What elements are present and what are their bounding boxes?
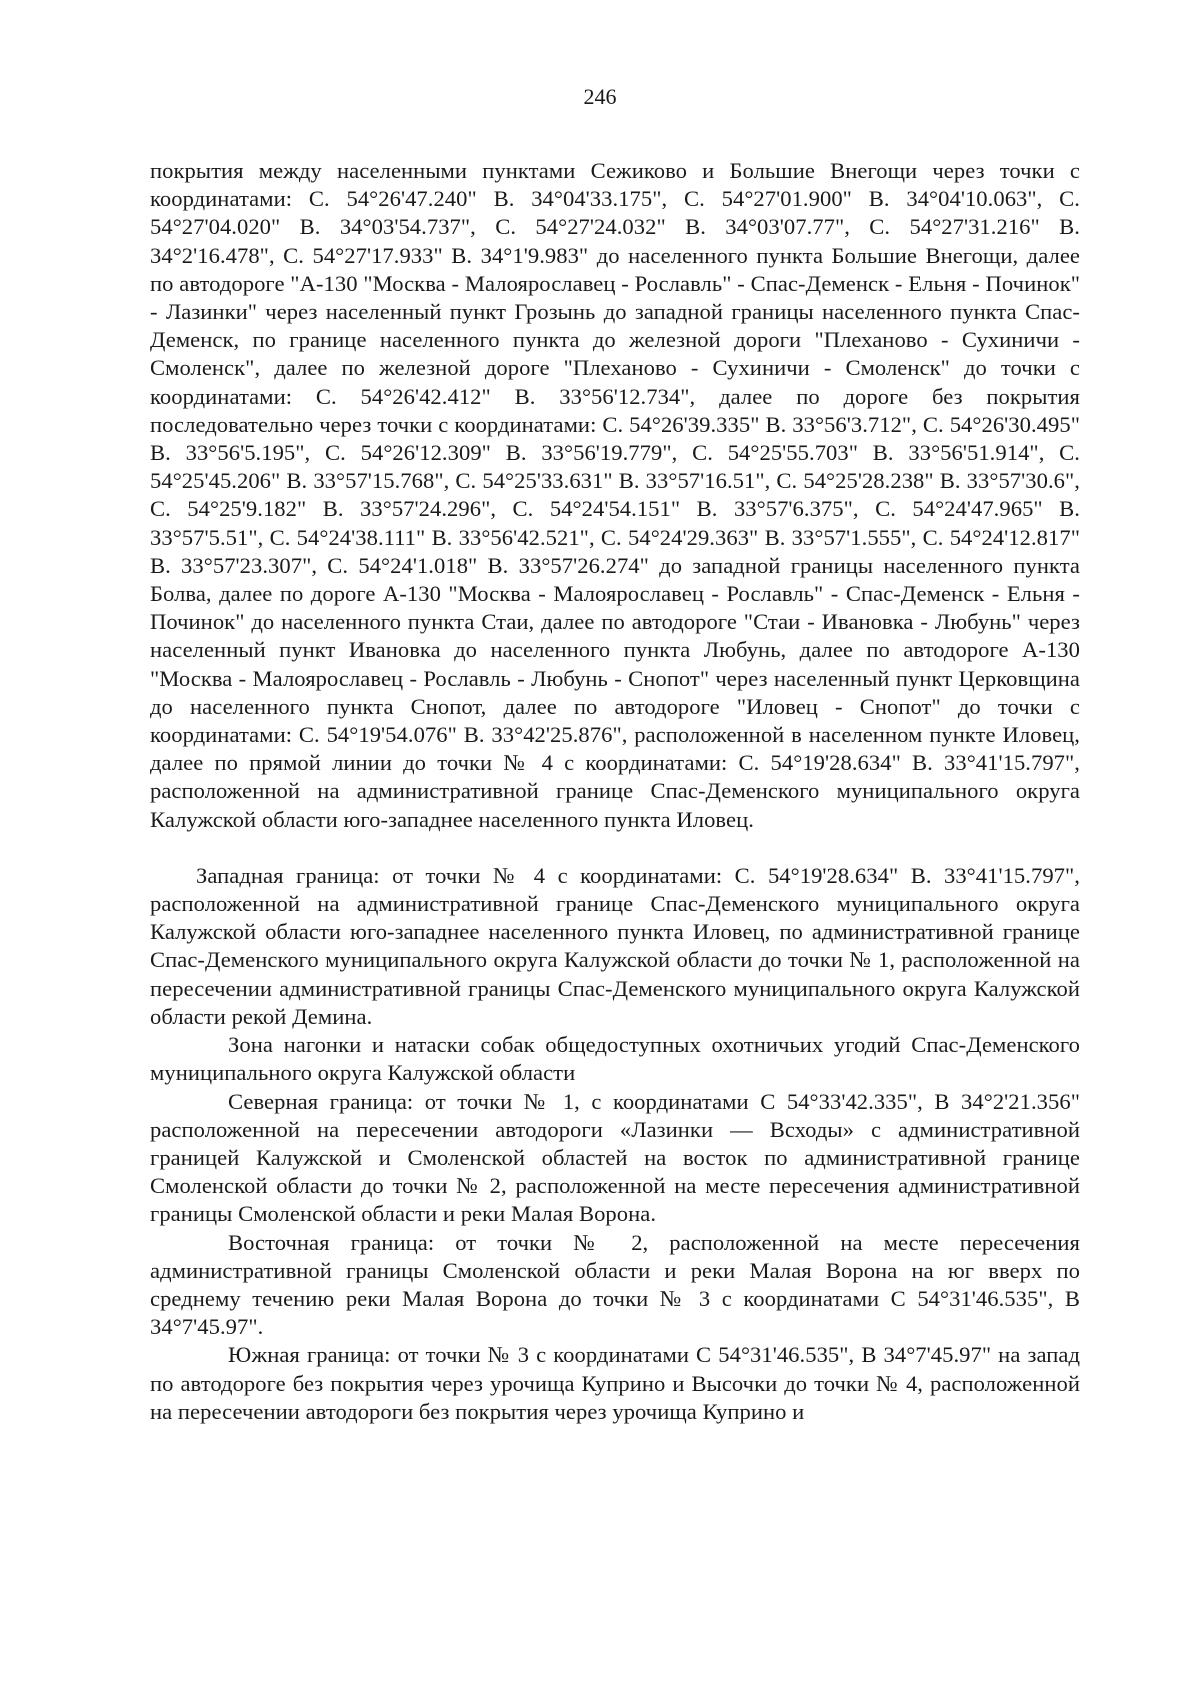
paragraph-northern-boundary: Северная граница: от точки № 1, с координатами С 54°33'42.335", В 34°2'21.356" расположенной на пересечении автодороги «Лазинки — Всходы» с административной границей Калужской и Смоленской областей на восток по административной границе Смоленской области до точки № 2, расположенной на месте пересечения административной границы Смоленской области и реки Малая Ворона. [150, 1088, 1080, 1227]
paragraph-eastern-boundary: Восточная граница: от точки № 2, расположенной на месте пересечения административной границы Смоленской области и реки Малая Ворона на юг вверх по среднему течению реки Малая Ворона до точки № 3 с координатами С 54°31'46.535", В 34°7'45.97". [150, 1229, 1080, 1340]
document-body [150, 157, 1080, 1426]
paragraph-southern-boundary: Южная граница: от точки № 3 с координатами С 54°31'46.535", В 34°7'45.97" на запад по автодороге без покрытия через урочища Куприно и Высочки до точки № 4, расположенной на пересечении автодороги без покрытия через урочища Куприно и [150, 1342, 1080, 1424]
paragraph-eastern-boundary-continuation: покрытия между населенными пунктами Сежиково и Большие Внегощи через точки с координатами: С. 54°26'47.240" В. 34°04'33.175", С. 54°27'01.900" В. 34°04'10.063", С. 54°27'04.020" В. 34°03'54.737", С. 54°27'24.032" В. 34°03'07.77", С. 54°27'31.216" В. 34°2'16.478", С. 54°27'17.933" В. 34°1'9.983" до населенного пункта Большие Внегощи, далее по автодороге "А-130 "Москва - Малоярославец - Рославль" - Спас-Деменск - Ельня - Починок" - Лазинки" через населенный пункт Грозынь до западной границы населенного пункта Спас-Деменск, по границе населенного пункта до железной дороги "Плеханово - Сухиничи - Смоленск", далее по железной дороге "Плеханово - Сухиничи - Смоленск" до точки с координатами: С. 54°26'42.412" В. 33°56'12.734", далее по дороге без покрытия последовательно через точки с координатами: С. 54°26'39.335" В. 33°56'3.712", С. 54°26'30.495" В. 33°56'5.195", С. 54°26'12.309" В. 33°56'19.779", С. 54°25'55.703" В. 33°56'51.914", С. 54°25'45.206" В. 33°57'15.768", С. 54°25'33.631" В. 33°57'16.51", С. 54°25'28.238" В. 33°57'30.6", С. 54°25'9.182" В. 33°57'24.296", С. 54°24'54.151" В. 33°57'6.375", С. 54°24'47.965" В. 33°57'5.51", С. 54°24'38.111" В. 33°56'42.521", С. 54°24'29.363" В. 33°57'1.555", С. 54°24'12.817" В. 33°57'23.307", С. 54°24'1.018" В. 33°57'26.274" до западной границы населенного пункта Болва, далее по дороге А-130 "Москва - Малоярославец - Рославль" - Спас-Деменск - Ельня - Починок" до населенного пункта Стаи, далее по автодороге "Стаи - Ивановка - Любунь" через населенный пункт Ивановка до населенного пункта Любунь, далее по автодороге А-130 "Москва - Малоярославец - Рославль - Любунь - Снопот" через населенный пункт Церковщина до населенного пункта Снопот, далее по автодороге "Иловец - Снопот" до точки с координатами: С. 54°19'54.076" В. 33°42'25.876", расположенной в населенном пункте Иловец, далее по прямой линии до точки № 4 с координатами: С. 54°19'28.634" В. 33°41'15.797", расположенной на административной границе Спас-Деменского муниципального округа Калужской области юго-западнее населенного пункта Иловец. [150, 158, 1080, 832]
page-number: 246 [583, 84, 617, 109]
paragraph-dog-training-zone-heading: Зона нагонки и натаски собак общедоступных охотничьих угодий Спас-Деменского муниципального округа Калужской области [150, 1032, 1080, 1086]
paragraph-western-boundary: Западная граница: от точки № 4 с координатами: С. 54°19'28.634" В. 33°41'15.797", расположенной на административной границе Спас-Деменского муниципального округа Калужской области юго-западнее населенного пункта Иловец, по административной границе Спас-Деменского муниципального округа Калужской области до точки № 1, расположенной на пересечении административной границы Спас-Деменского муниципального округа Калужской области рекой Демина. [150, 862, 1080, 1029]
